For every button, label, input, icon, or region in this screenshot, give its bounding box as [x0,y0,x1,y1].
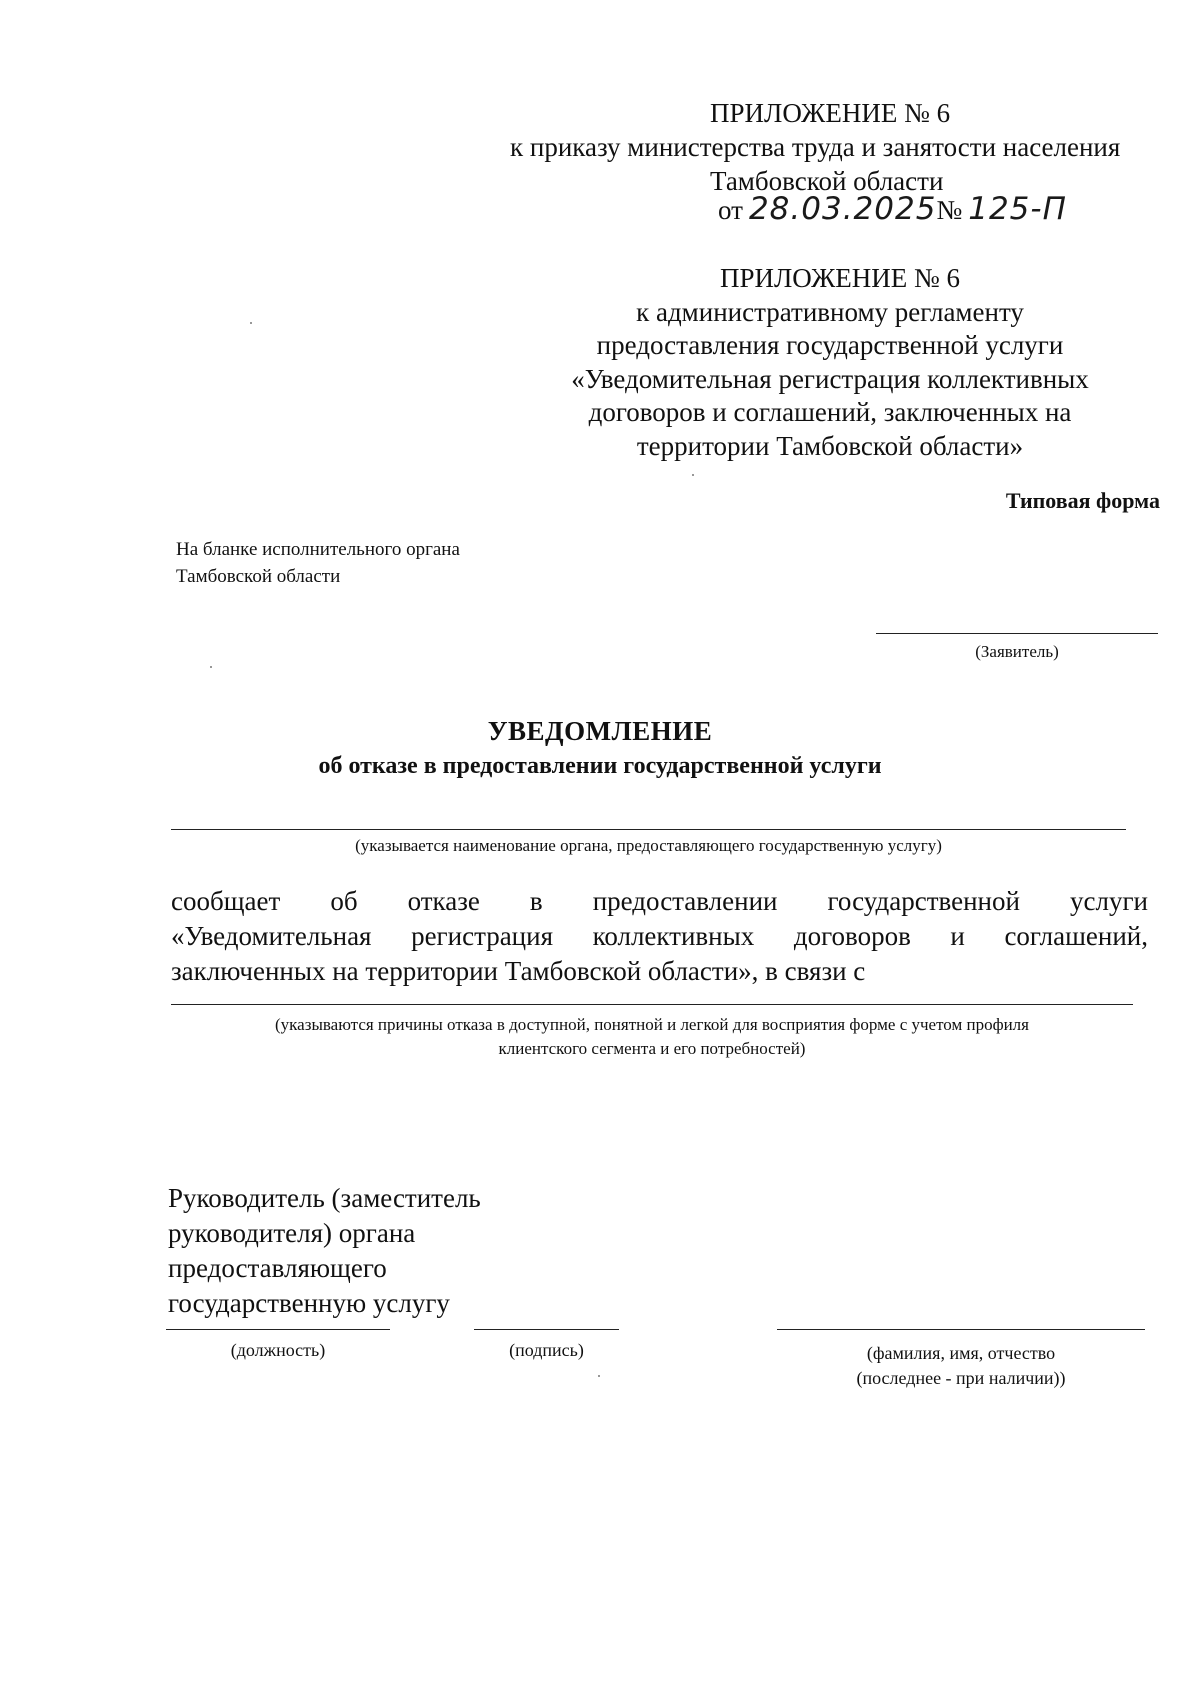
reason-caption [171,1013,1133,1061]
signatory-line: Руководитель (заместитель [168,1183,481,1213]
full-name-caption [777,1341,1145,1391]
full-name-caption-line: (последнее - при наличии)) [856,1368,1066,1388]
position-blank-line [166,1329,390,1330]
scan-speck [210,666,212,668]
body-line-3: заключенных на территории Тамбовской области», в связи с [171,956,866,986]
word: и [950,921,965,951]
word: регистрация [411,921,553,951]
order-annex-line: к приказу министерства труда и занятости населения [510,132,1121,162]
organ-blank-line [171,829,1126,830]
reason-blank-line [171,1004,1133,1005]
full-name-caption-line: (фамилия, имя, отчество [866,1343,1056,1363]
reason-caption-line: (указываются причины отказа в доступной, понятной и легкой для восприятия форме с учетом профиля [275,1015,1029,1034]
position-field [166,1329,390,1363]
word: об [330,886,358,916]
word: «Уведомительная [171,921,372,951]
date-prefix: от [718,195,743,225]
regulation-annex-title: ПРИЛОЖЕНИЕ № 6 [719,263,961,293]
regulation-annex-line: договоров и соглашений, заключенных на [588,397,1072,427]
regulation-annex-line: предоставления государственной услуги [596,330,1064,360]
signature-blank-line [474,1329,619,1330]
handwritten-number: 125-П [968,191,1067,227]
full-name-field [777,1329,1145,1391]
word: отказе [407,886,480,916]
organ-caption: (указывается наименование органа, предоставляющего государственную услугу) [355,836,942,855]
body-line-1 [171,884,1148,919]
signatory-title [168,1181,481,1321]
number-prefix: № [936,195,963,225]
applicant-caption: (Заявитель) [975,642,1059,661]
reason-caption-line: клиентского сегмента и его потребностей) [498,1039,806,1058]
organ-field [171,829,1126,856]
applicant-blank-line [876,633,1158,634]
word: коллективных [592,921,755,951]
signature-caption: (подпись) [509,1340,584,1360]
form-type-label: Типовая форма [1005,488,1160,513]
regulation-annex-line: территории Тамбовской области» [636,430,1024,461]
word: соглашений, [1004,921,1148,951]
signature-field [474,1329,619,1363]
applicant-field [876,633,1158,662]
letterhead-note-line: На бланке исполнительного органа [176,539,460,560]
word: услуги [1069,886,1148,916]
word: в [529,886,543,916]
full-name-blank-line [777,1329,1145,1330]
word: государственной [827,886,1020,916]
position-caption: (должность) [230,1340,326,1360]
signatory-line: предоставляющего [168,1253,387,1283]
word: предоставлении [592,886,778,916]
scan-speck [250,322,252,324]
letterhead-note-line: Тамбовской области [176,566,341,587]
scan-speck [692,474,694,476]
scan-speck [598,1375,600,1377]
regulation-annex-line: «Уведомительная регистрация коллективных [571,363,1089,394]
order-date-number [718,192,1067,227]
regulation-annex-line: к административному регламенту [636,296,1024,327]
body-line-2 [171,919,1148,954]
handwritten-date: 28.03.2025 [748,191,937,227]
body-paragraph [171,884,1148,989]
reason-field [171,1004,1133,1061]
document-title [0,713,1200,783]
letterhead-note [176,536,460,590]
word: договоров [793,921,911,951]
order-annex-region: Тамбовской области [710,166,944,196]
signatory-line: руководителя) органа [168,1218,416,1248]
word: сообщает [171,886,281,916]
signatory-line: государственную услугу [168,1288,450,1318]
title-sub: об отказе в предоставлении государственной услуги [318,753,882,779]
order-annex-title: ПРИЛОЖЕНИЕ № 6 [710,98,951,128]
regulation-annex-header [540,262,1120,463]
title-main: УВЕДОМЛЕНИЕ [487,716,713,746]
